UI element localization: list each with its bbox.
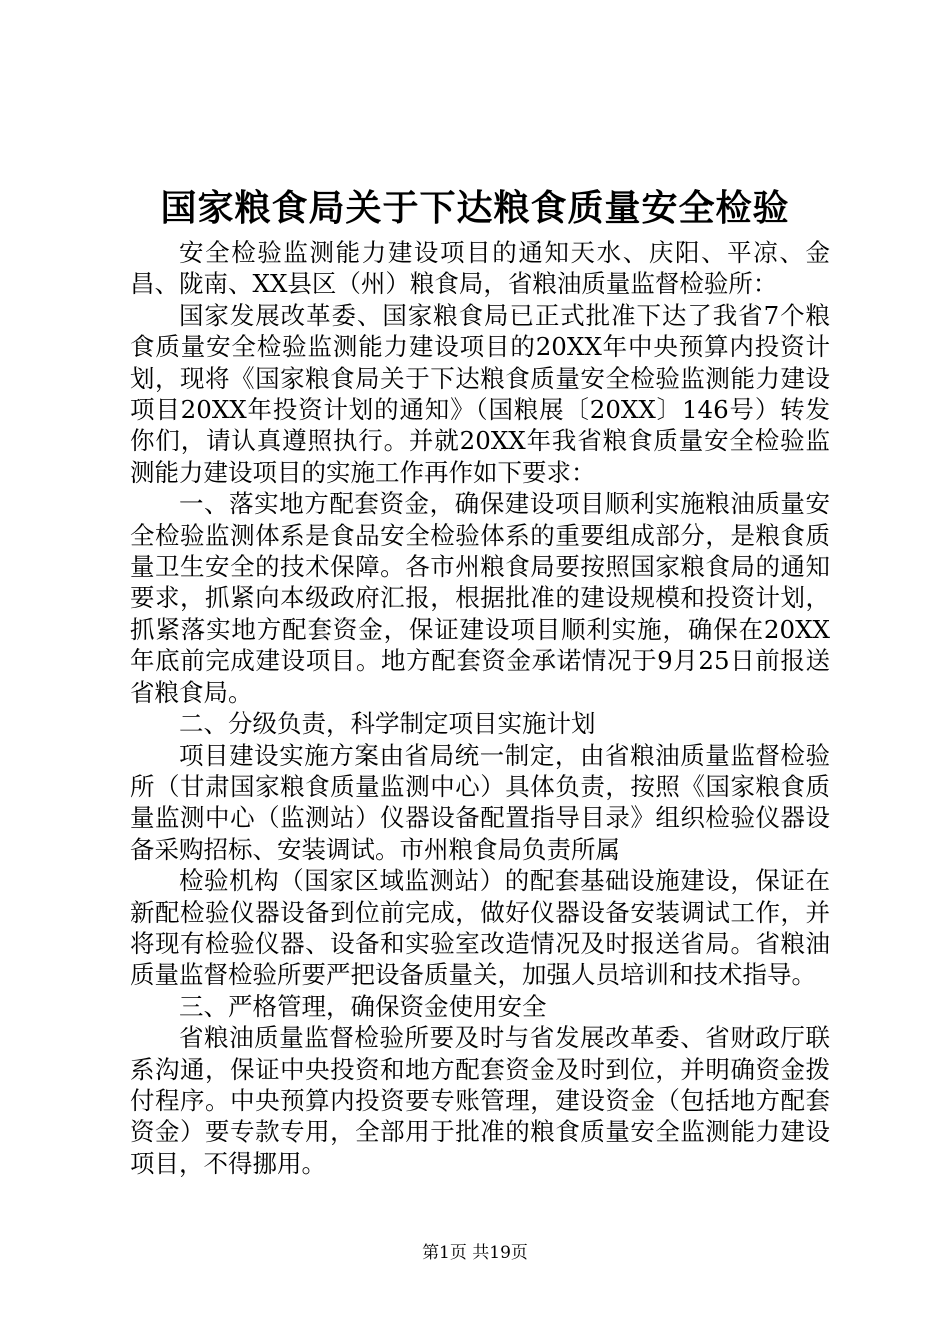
paragraph-3: 一、落实地方配套资金，确保建设项目顺利实施粮油质量安全检验监测体系是食品安全检验体系的重要组成部分，是粮食质量卫生安全的技术保障。各市州粮食局要按照国家粮食局的通知要求，抓紧向本级政府汇报，根据批准的建设规模和投资计划，抓紧落实地方配套资金，保证建设项目顺利实施，确保在20XX年底前完成建设项目。地方配套资金承诺情况于9月25日前报送省粮食局。 [130,489,830,707]
section-heading-2: 二、分级负责，科学制定项目实施计划 [179,709,596,739]
document-body [130,237,830,1179]
section-heading-3: 三、严格管理，确保资金使用安全 [179,991,547,1021]
paragraph-5: 检验机构（国家区域监测站）的配套基础设施建设，保证在新配检验仪器设备到位前完成，做好仪器设备安装调试工作，并将现有检验仪器、设备和实验室改造情况及时报送省局。省粮油质量监督检验所要严把设备质量关，加强人员培训和技术指导。 [130,866,830,990]
paragraph-1: 安全检验监测能力建设项目的通知天水、庆阳、平凉、金昌、陇南、XX县区（州）粮食局，省粮油质量监督检验所： [130,238,830,299]
paragraph-4: 项目建设实施方案由省局统一制定，由省粮油质量监督检验所（甘肃国家粮食质量监测中心）具体负责，按照《国家粮食质量监测中心（监测站）仪器设备配置指导目录》组织检验仪器设备采购招标、安装调试。市州粮食局负责所属 [130,740,830,864]
paragraph-6: 省粮油质量监督检验所要及时与省发展改革委、省财政厅联系沟通，保证中央投资和地方配套资金及时到位，并明确资金拨付程序。中央预算内投资要专账管理，建设资金（包括地方配套资金）要专款专用，全部用于批准的粮食质量安全监测能力建设项目，不得挪用。 [130,1023,830,1178]
document-title: 国家粮食局关于下达粮食质量安全检验 [160,187,790,229]
paragraph-2: 国家发展改革委、国家粮食局已正式批准下达了我省7个粮食质量安全检验监测能力建设项目的20XX年中央预算内投资计划，现将《国家粮食局关于下达粮食质量安全检验监测能力建设项目20XX年投资计划的通知》（国粮展〔20XX〕146号）转发你们，请认真遵照执行。并就20XX年我省粮食质量安全检验监测能力建设项目的实施工作再作如下要求： [130,300,830,487]
page-number-footer: 第1页 共19页 [422,1243,528,1263]
